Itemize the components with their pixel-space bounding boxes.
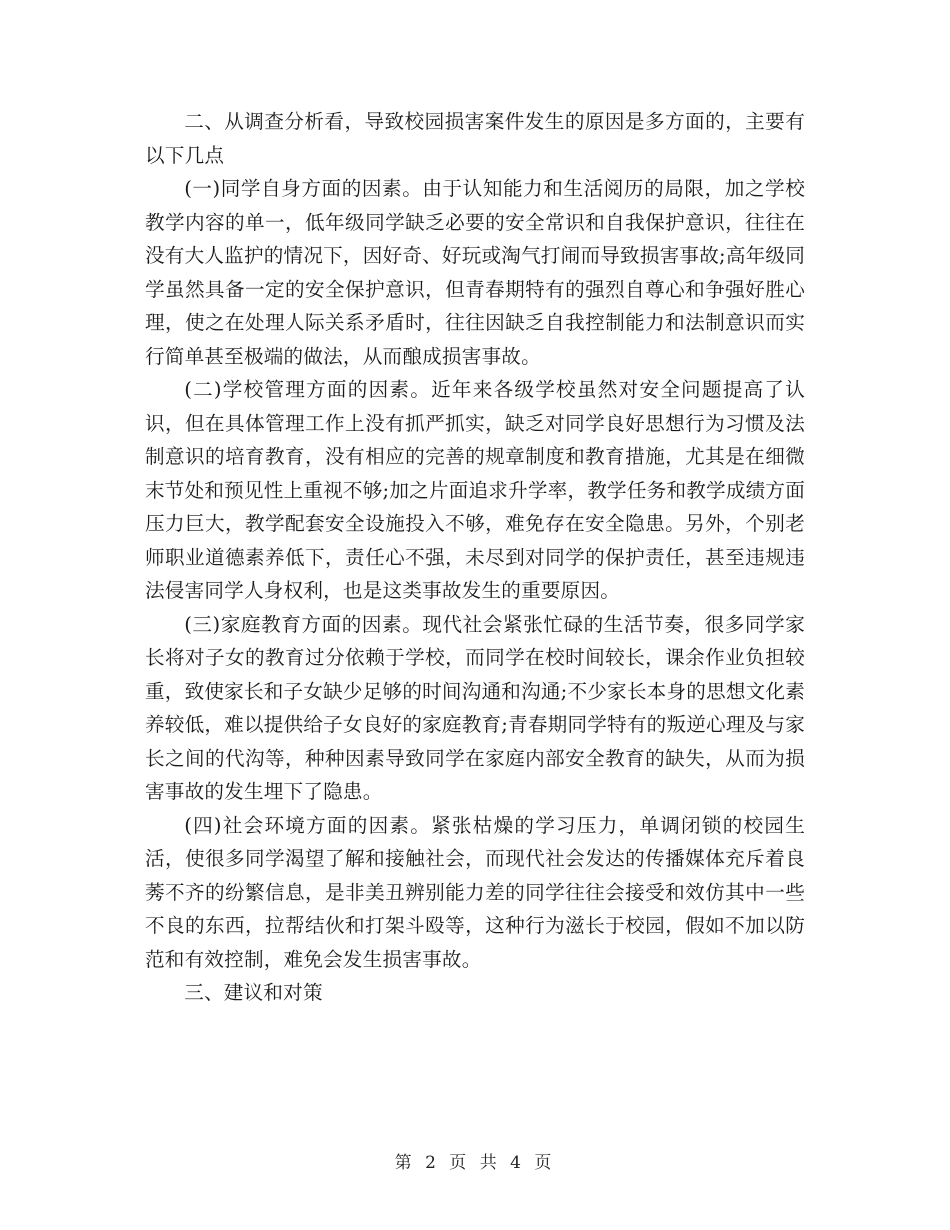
section-heading-three: 三、建议和对策 xyxy=(184,981,323,1004)
section-heading-two: 二、从调查分析看，导致校园损害案件发生的原因是多方面的，主要有以下几点 xyxy=(145,110,805,167)
paragraph-social-environment-factors: (四)社会环境方面的因素。紧张枯燥的学习压力，单调闭锁的校园生活，使很多同学渴望了解和接触社会，而现代社会发达的传播媒体充斥着良莠不齐的纷繁信息，是非美丑辨别能力差的同学往往会接受和效仿其中一些不良的东西，拉帮结伙和打架斗殴等，这种行为滋长于校园，假如不加以防范和有效控制，难免会发生损害事故。 xyxy=(145,813,805,971)
paragraph-student-factors: (一)同学自身方面的因素。由于认知能力和生活阅历的局限，加之学校教学内容的单一，低年级同学缺乏必要的安全常识和自我保护意识，往往在没有大人监护的情况下，因好奇、好玩或淘气打闹而导致损害事故;高年级同学虽然具备一定的安全保护意识，但青春期特有的强烈自尊心和争强好胜心理，使之在处理人际关系矛盾时，往往因缺乏自我控制能力和法制意识而实行简单甚至极端的做法，从而酿成损害事故。 xyxy=(145,177,805,368)
paragraph-school-management-factors: (二)学校管理方面的因素。近年来各级学校虽然对安全问题提高了认识，但在具体管理工作上没有抓严抓实，缺乏对同学良好思想行为习惯及法制意识的培育教育，没有相应的完善的规章制度和教育措施，尤其是在细微末节处和预见性上重视不够;加之片面追求升学率，教学任务和教学成绩方面压力巨大，教学配套安全设施投入不够，难免存在安全隐患。另外，个别老师职业道德素养低下，责任心不强，未尽到对同学的保护责任，甚至违规违法侵害同学人身权利，也是这类事故发生的重要原因。 xyxy=(145,378,805,602)
document-body xyxy=(145,105,805,1010)
paragraph-family-education-factors: (三)家庭教育方面的因素。现代社会紧张忙碌的生活节奏，很多同学家长将对子女的教育过分依赖于学校，而同学在校时间较长，课余作业负担较重，致使家长和子女缺少足够的时间沟通和沟通;不少家长本身的思想文化素养较低，难以提供给子女良好的家庭教育;青春期同学特有的叛逆心理及与家长之间的代沟等，种种因素导致同学在家庭内部安全教育的缺失，从而为损害事故的发生埋下了隐患。 xyxy=(145,612,805,803)
page-number-footer: 第 2 页 共 4 页 xyxy=(394,1153,556,1173)
